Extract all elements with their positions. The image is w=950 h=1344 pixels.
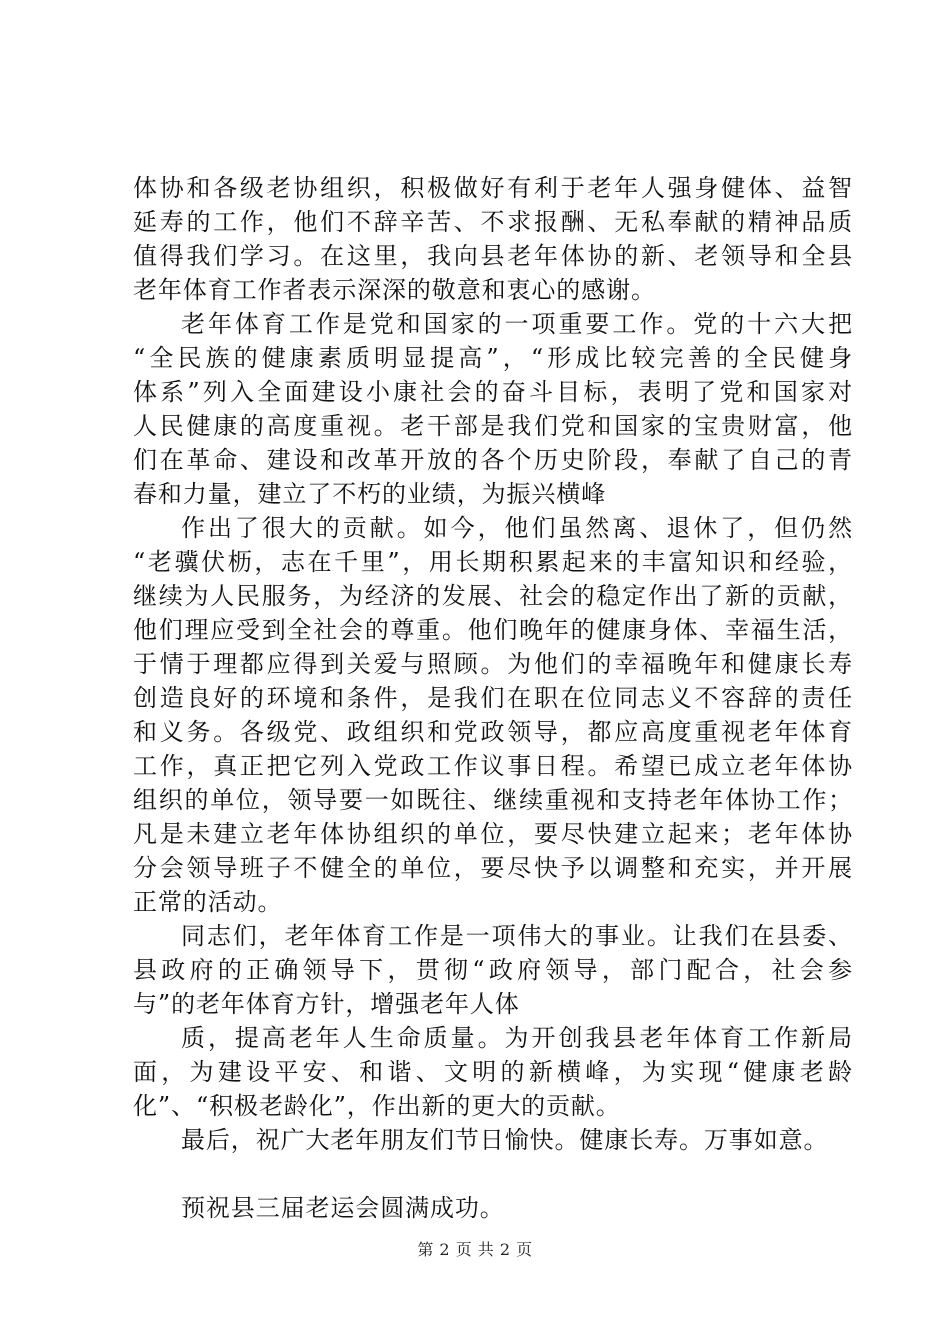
paragraph-start-line: 老年体育工作是党和国家的一项重要工作。党的十六大把 <box>181 310 853 338</box>
paragraph-start-line: 作出了很大的贡献。如今，他们虽然离、退休了，但仍然 <box>181 514 853 542</box>
text-line: 凡是未建立老年体协组织的单位，要尽快建立起来；老年体协 <box>133 820 853 848</box>
paragraph-start-line: 同志们，老年体育工作是一项伟大的事业。让我们在县委、 <box>181 922 853 950</box>
text-line: 他们理应受到全社会的尊重。他们晚年的健康身体、幸福生活， <box>133 616 853 644</box>
text-line: 化”、“积极老龄化”，作出新的更大的贡献。 <box>133 1092 621 1120</box>
text-line: “老骥伏枥，志在千里”，用长期积累起来的丰富知识和经验， <box>133 548 853 576</box>
text-line: 体系”列入全面建设小康社会的奋斗目标，表明了党和国家对 <box>133 378 853 406</box>
text-line: 们在革命、建设和改革开放的各个历史阶段，奉献了自己的青 <box>133 446 853 474</box>
text-line: 与”的老年体育方针，增强老年人体 <box>133 990 520 1018</box>
text-line: “全民族的健康素质明显提高”，“形成比较完善的全民健身 <box>133 344 853 372</box>
closing-greeting-line: 最后，祝广大老年朋友们节日愉快。健康长寿。万事如意。 <box>181 1126 829 1154</box>
paragraph-start-line: 质，提高老年人生命质量。为开创我县老年体育工作新局 <box>181 1024 853 1052</box>
text-line: 继续为人民服务，为经济的发展、社会的稳定作出了新的贡献， <box>133 582 853 610</box>
text-line: 工作，真正把它列入党政工作议事日程。希望已成立老年体协 <box>133 752 853 780</box>
closing-wish-line: 预祝县三届老运会圆满成功。 <box>181 1194 505 1222</box>
text-line: 延寿的工作，他们不辞辛苦、不求报酬、无私奉献的精神品质 <box>133 208 853 236</box>
page-footer: 第 2 页 共 2 页 <box>417 1240 533 1259</box>
text-line: 春和力量，建立了不朽的业绩，为振兴横峰 <box>133 480 607 508</box>
text-line: 正常的活动。 <box>133 888 283 916</box>
text-line: 县政府的正确领导下，贯彻“政府领导，部门配合，社会参 <box>133 956 853 984</box>
text-line: 值得我们学习。在这里，我向县老年体协的新、老领导和全县 <box>133 242 853 270</box>
text-line: 面，为建设平安、和谐、文明的新横峰，为实现“健康老龄 <box>133 1058 853 1086</box>
text-line: 组织的单位，领导要一如既往、继续重视和支持老年体协工作； <box>133 786 853 814</box>
text-line: 体协和各级老协组织，积极做好有利于老年人强身健体、益智 <box>133 174 853 202</box>
text-line: 人民健康的高度重视。老干部是我们党和国家的宝贵财富，他 <box>133 412 853 440</box>
text-line: 老年体育工作者表示深深的敬意和衷心的感谢。 <box>133 276 656 304</box>
text-line: 和义务。各级党、政组织和党政领导，都应高度重视老年体育 <box>133 718 853 746</box>
document-body <box>133 171 853 1225</box>
blank-line <box>133 1157 853 1191</box>
text-line: 于情于理都应得到关爱与照顾。为他们的幸福晚年和健康长寿 <box>133 650 853 678</box>
text-line: 创造良好的环境和条件，是我们在职在位同志义不容辞的责任 <box>133 684 853 712</box>
text-line: 分会领导班子不健全的单位，要尽快予以调整和充实，并开展 <box>133 854 853 882</box>
